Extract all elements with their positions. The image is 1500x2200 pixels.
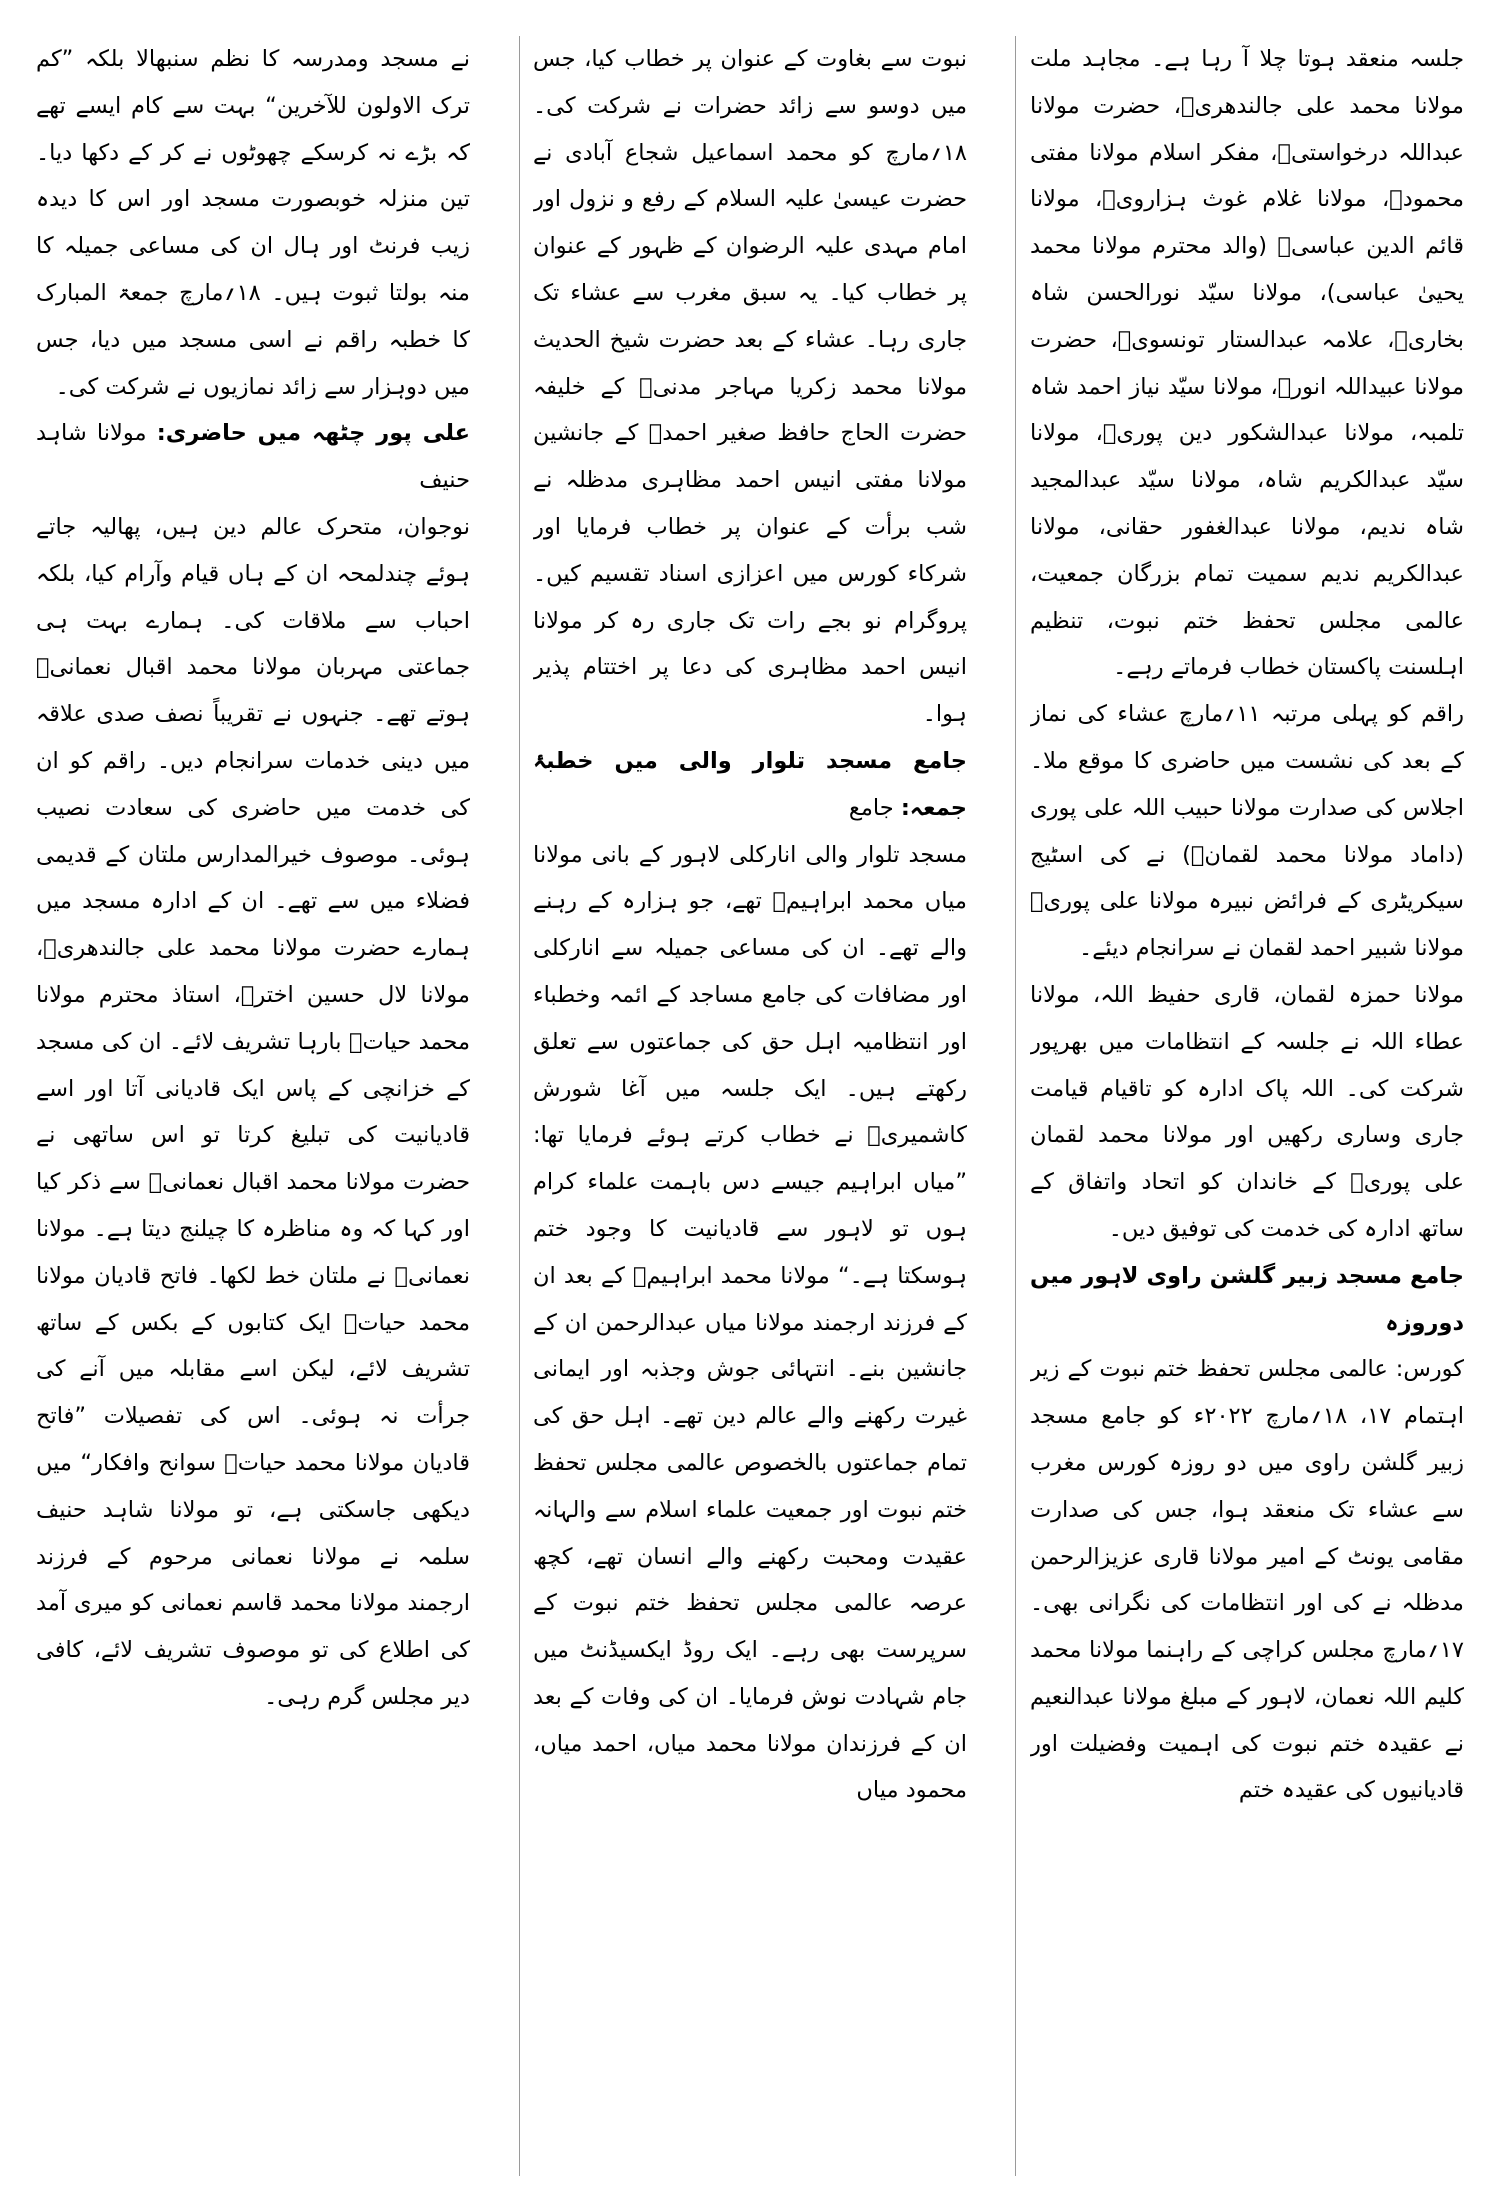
paragraph: نبوت سے بغاوت کے عنوان پر خطاب کیا، جس میں دوسو سے زائد حضرات نے شرکت کی۔ ۱۸؍مارچ کو محمد اسماعیل شجاع آبادی نے حضرت عیسیٰ علیہ السلام کے رفع و نزول اور امام مہدی علیہ الرضوان کے ظہور کے عنوان پر خطاب کیا۔ یہ سبق مغرب سے عشاء تک جاری رہا۔ عشاء کے بعد حضرت شیخ الحدیث مولانا محمد زکریا مہاجر مدنیؒ کے خلیفہ حضرت الحاج حافظ صغیر احمدؒ کے جانشین مولانا مفتی انیس احمد مظاہری مدظلہ نے شب برأت کے عنوان پر خطاب فرمایا اور شرکاء کورس میں اعزازی اسناد تقسیم کیں۔ پروگرام نو بجے رات تک جاری رہ کر مولانا انیس احمد مظاہری کی دعا پر اختتام پذیر ہوا۔ bbox=[533, 46, 967, 728]
section-heading-paragraph bbox=[1030, 1253, 1464, 1347]
heading-continuation: مولانا شاہد حنیف bbox=[36, 420, 470, 494]
section-heading: علی پور چٹھہ میں حاضری: bbox=[156, 420, 470, 447]
section-heading: جامع مسجد زبیر گلشن راوی لاہور میں دوروزہ bbox=[1030, 1262, 1464, 1336]
section-heading: جامع مسجد تلوار والی میں خطبۂ جمعہ: bbox=[533, 747, 967, 821]
column-divider bbox=[1015, 36, 1016, 2176]
paragraph: مسجد تلوار والی انارکلی لاہور کے بانی مولانا میاں محمد ابراہیمؒ تھے، جو ہزارہ کے رہنے والے تھے۔ ان کی مساعی جمیلہ سے انارکلی اور مضافات کی جامع مساجد کے ائمہ وخطباء اور انتظامیہ اہل حق کی جماعتوں سے تعلق رکھتے ہیں۔ ایک جلسہ میں آغا شورش کاشمیریؒ نے خطاب کرتے ہوئے فرمایا تھا: ”میاں ابراہیم جیسے دس باہمت علماء کرام ہوں تو لاہور سے قادیانیت کا وجود ختم ہوسکتا ہے۔“ مولانا محمد ابراہیمؒ کے بعد ان کے فرزند ارجمند مولانا میاں عبدالرحمن ان کے جانشین بنے۔ انتہائی جوش وجذبہ اور ایمانی غیرت رکھنے والے عالم دین تھے۔ اہل حق کی تمام جماعتوں بالخصوص عالمی مجلس تحفظ ختم نبوت اور جمعیت علماء اسلام سے والہانہ عقیدت ومحبت رکھنے والے انسان تھے، کچھ عرصہ عالمی مجلس تحفظ ختم نبوت کے سرپرست بھی رہے۔ ایک روڈ ایکسیڈنٹ میں جام شہادت نوش فرمایا۔ ان کی وفات کے بعد ان کے فرزندان مولانا محمد میاں، احمد میاں، محمود میاں bbox=[533, 841, 967, 1804]
paragraph: راقم کو پہلی مرتبہ ۱۱؍مارچ عشاء کی نماز کے بعد کی نشست میں حاضری کا موقع ملا۔ اجلاس کی صدارت مولانا حبیب اللہ علی پوری (داماد مولانا محمد لقمانؒ) نے کی اسٹیج سیکریٹری کے فرائض نبیرہ مولانا علی پوریؒ مولانا شبیر احمد لقمان نے سرانجام دیئے۔ bbox=[1030, 701, 1464, 962]
column-left bbox=[36, 36, 470, 2176]
column-middle bbox=[533, 36, 967, 2176]
paragraph: کورس: عالمی مجلس تحفظ ختم نبوت کے زیر اہتمام ۱۷، ۱۸؍مارچ ۲۰۲۲ء کو جامع مسجد زبیر گلشن راوی میں دو روزہ کورس مغرب سے عشاء تک منعقد ہوا، جس کی صدارت مقامی یونٹ کے امیر مولانا قاری عزیزالرحمن مدظلہ نے کی اور انتظامات کی نگرانی بھی۔ ۱۷؍مارچ مجلس کراچی کے راہنما مولانا محمد کلیم اللہ نعمان، لاہور کے مبلغ مولانا عبدالنعیم نے عقیدہ ختم نبوت کی اہمیت وفضیلت اور قادیانیوں کی عقیدہ ختم bbox=[1030, 1356, 1464, 1804]
paragraph: جلسہ منعقد ہوتا چلا آ رہا ہے۔ مجاہد ملت مولانا محمد علی جالندھریؒ، حضرت مولانا عبداللہ درخواستیؒ، مفکر اسلام مولانا مفتی محمودؒ، مولانا غلام غوث ہزارویؒ، مولانا قائم الدین عباسیؒ (والد محترم مولانا محمد یحییٰ عباسی)، مولانا سیّد نورالحسن شاہ بخاریؒ، علامہ عبدالستار تونسویؒ، حضرت مولانا عبیداللہ انورؒ، مولانا سیّد نیاز احمد شاہ تلمبہ، مولانا عبدالشکور دین پوریؒ، مولانا سیّد عبدالکریم شاہ، مولانا سیّد عبدالمجید شاہ ندیم، مولانا عبدالغفور حقانی، مولانا عبدالکریم ندیم سمیت تمام بزرگان جمعیت، عالمی مجلس تحفظ ختم نبوت، تنظیم اہلسنت پاکستان خطاب فرماتے رہے۔ bbox=[1030, 46, 1464, 681]
section-heading-paragraph bbox=[533, 738, 967, 832]
paragraph: مولانا حمزہ لقمان، قاری حفیظ اللہ، مولانا عطاء اللہ نے جلسہ کے انتظامات میں بھرپور شرکت کی۔ اللہ پاک ادارہ کو تاقیام قیامت جاری وساری رکھیں اور مولانا محمد لقمان علی پوریؒ کے خاندان کو اتحاد واتفاق کے ساتھ ادارہ کی خدمت کی توفیق دیں۔ bbox=[1030, 981, 1464, 1242]
heading-continuation: جامع bbox=[848, 794, 901, 821]
paragraph: نے مسجد ومدرسہ کا نظم سنبھالا بلکہ ”کم ترک الاولون للآخرین“ بہت سے کام ایسے تھے کہ بڑے نہ کرسکے چھوٹوں نے کر کے دکھا دیا۔ تین منزلہ خوبصورت مسجد اور اس کا دیدہ زیب فرنٹ اور ہال ان کی مساعی جمیلہ کا منہ بولتا ثبوت ہیں۔ ۱۸؍مارچ جمعۃ المبارک کا خطبہ راقم نے اسی مسجد میں دیا، جس میں دوہزار سے زائد نمازیوں نے شرکت کی۔ bbox=[36, 46, 470, 400]
newspaper-page bbox=[36, 36, 1464, 2176]
column-divider bbox=[519, 36, 520, 2176]
paragraph: نوجوان، متحرک عالم دین ہیں، پھالیہ جاتے ہوئے چندلمحہ ان کے ہاں قیام وآرام کیا، بلکہ احباب سے ملاقات کی۔ ہمارے بہت ہی جماعتی مہربان مولانا محمد اقبال نعمانیؒ ہوتے تھے۔ جنہوں نے تقریباً نصف صدی علاقہ میں دینی خدمات سرانجام دیں۔ راقم کو ان کی خدمت میں حاضری کی سعادت نصیب ہوئی۔ موصوف خیرالمدارس ملتان کے قدیمی فضلاء میں سے تھے۔ ان کے ادارہ مسجد میں ہمارے حضرت مولانا محمد علی جالندھریؒ، مولانا لال حسین اخترؒ، استاذ محترم مولانا محمد حیاتؒ بارہا تشریف لائے۔ ان کی مسجد کے خزانچی کے پاس ایک قادیانی آتا اور اسے قادیانیت کی تبلیغ کرتا تو اس ساتھی نے حضرت مولانا محمد اقبال نعمانیؒ سے ذکر کیا اور کہا کہ وہ مناظرہ کا چیلنج دیتا ہے۔ مولانا نعمانیؒ نے ملتان خط لکھا۔ فاتح قادیان مولانا محمد حیاتؒ ایک کتابوں کے بکس کے ساتھ تشریف لائے، لیکن اسے مقابلہ میں آنے کی جرأت نہ ہوئی۔ اس کی تفصیلات ”فاتح قادیان مولانا محمد حیاتؒ سوانح وافکار“ میں دیکھی جاسکتی ہے، تو مولانا شاہد حنیف سلمہ نے مولانا نعمانی مرحوم کے فرزند ارجمند مولانا محمد قاسم نعمانی کو میری آمد کی اطلاع کی تو موصوف تشریف لائے، کافی دیر مجلس گرم رہی۔ bbox=[36, 513, 470, 1710]
column-right bbox=[1030, 36, 1464, 2176]
section-heading-paragraph bbox=[36, 410, 470, 504]
